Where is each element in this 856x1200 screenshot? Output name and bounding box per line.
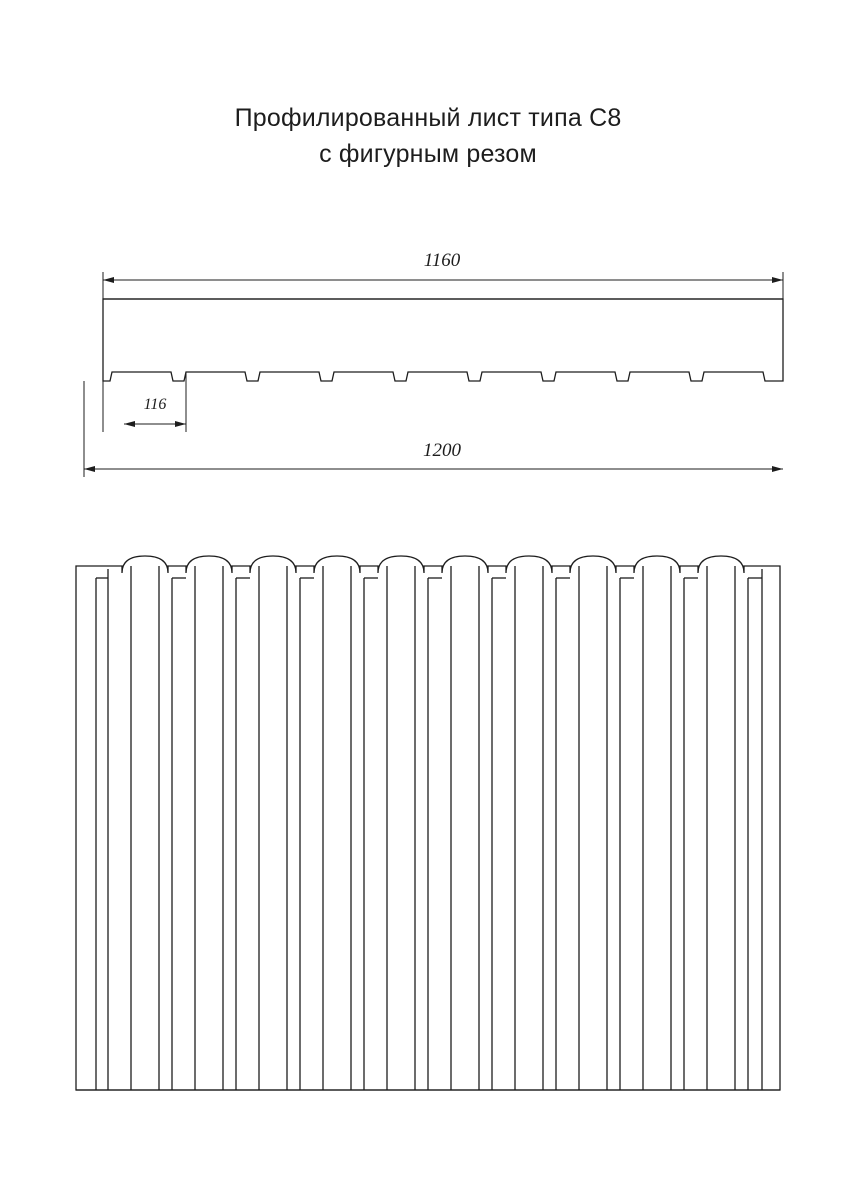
dimension-1200-label: 1200 (423, 440, 461, 461)
dimension-1160-label: 1160 (423, 250, 461, 271)
dimension-1200 (84, 381, 783, 477)
dimension-1160 (103, 248, 783, 378)
title-line-2: с фигурным резом (319, 140, 537, 168)
dimension-116-label: 116 (143, 396, 167, 413)
profile-cross-section (84, 248, 783, 477)
figured-cut-elevation (76, 556, 780, 1090)
title-line-1: Профилированный лист типа С8 (234, 104, 622, 132)
profile-outline (103, 299, 783, 381)
